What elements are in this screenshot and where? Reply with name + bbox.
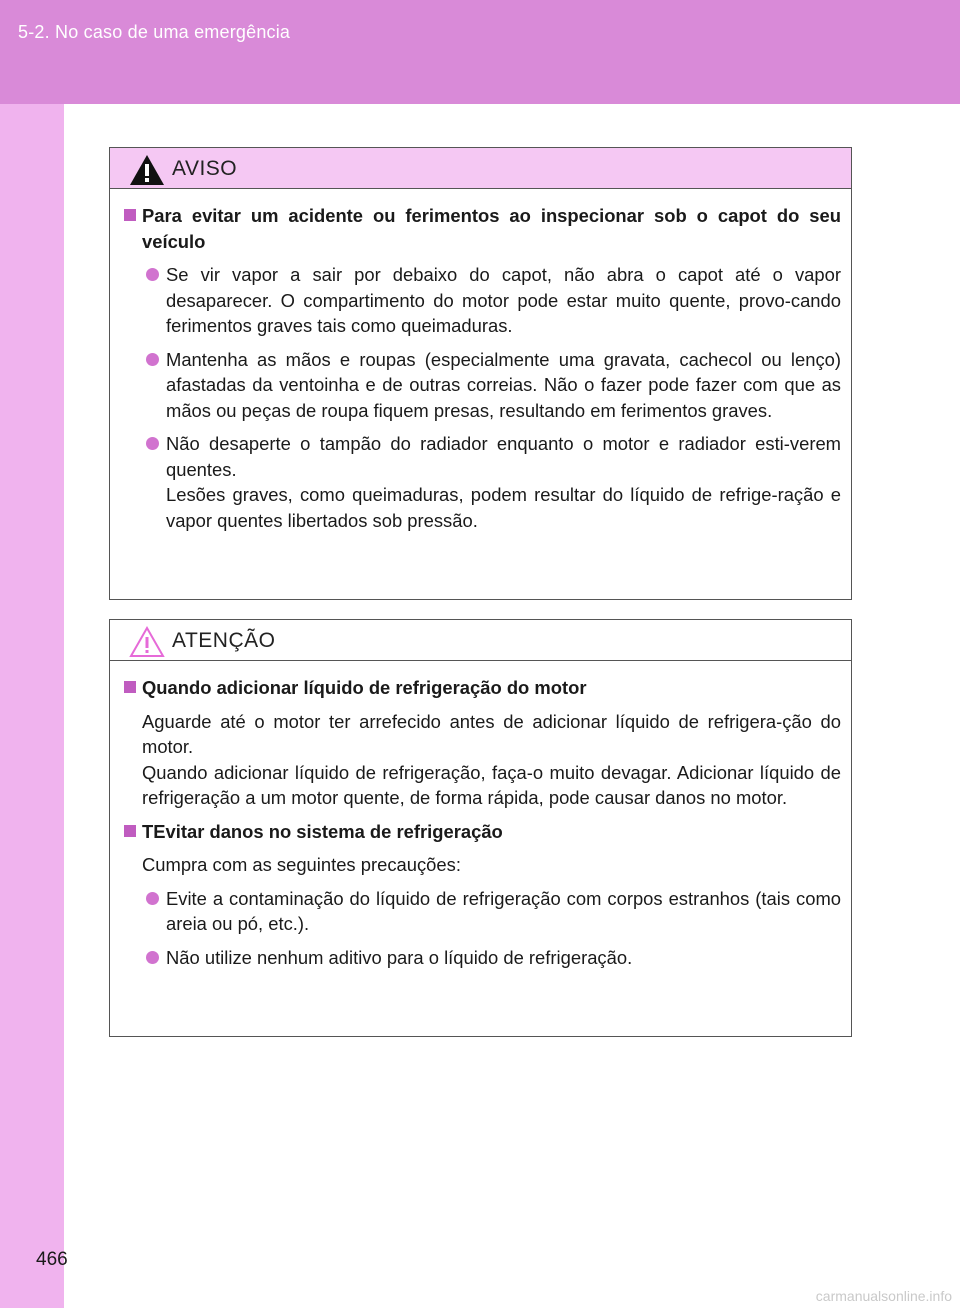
atencao-title: ATENÇÃO — [172, 629, 276, 652]
list-item-text: Não utilize nenhum aditivo para o líquido de refrigeração. — [166, 946, 633, 968]
paragraph-text: Cumpra com as seguintes precauções: — [142, 854, 461, 875]
page-number: 466 — [36, 1249, 68, 1270]
list-item — [120, 262, 841, 339]
warning-triangle-outline-icon — [128, 625, 166, 659]
top-header-band — [0, 0, 960, 104]
paragraph-text: Aguarde até o motor ter arrefecido antes de adicionar líquido de refrigera-ção do motor. — [142, 710, 841, 757]
aviso-header — [110, 148, 851, 189]
bullet-dot — [146, 268, 159, 281]
bullet-dot — [146, 892, 159, 905]
list-item — [120, 347, 841, 424]
aviso-box — [109, 147, 852, 600]
bullet-dot — [146, 353, 159, 366]
section-title: 5-2. No caso de uma emergência — [18, 22, 291, 42]
aviso-title: AVISO — [172, 157, 238, 180]
aviso-heading: Para evitar um acidente ou ferimentos ao inspecionar sob o capot do seu veículo — [120, 203, 841, 254]
side-margin-band — [0, 104, 64, 1308]
watermark: carmanualsonline.info — [815, 1288, 952, 1304]
list-item — [120, 945, 841, 971]
atencao-body — [110, 661, 851, 998]
list-item-text: Se vir vapor a sair por debaixo do capot, não abra o capot até o vapor desaparecer. O compartimento do motor pode estar muito quente, provo-cando ferimentos graves tais como queimaduras. — [166, 264, 841, 336]
list-item — [120, 431, 841, 533]
list-item-text: Evite a contaminação do líquido de refrigeração com corpos estranhos (tais como areia ou pó, etc.). — [166, 887, 841, 934]
atencao-heading-1: Quando adicionar líquido de refrigeração do motor — [120, 675, 841, 701]
list-item — [120, 886, 841, 937]
bullet-dot — [146, 437, 159, 450]
list-item-text: Não desaperte o tampão do radiador enquanto o motor e radiador esti-verem quentes. — [166, 433, 841, 480]
list-item-text: Lesões graves, como queimaduras, podem resultar do líquido de refrige-ração e vapor quentes libertados sob pressão. — [166, 484, 841, 531]
list-item-text: Mantenha as mãos e roupas (especialmente uma gravata, cachecol ou lenço) afastadas da ventoinha e de outras correias. Não o fazer pode fazer com que as mãos ou peças de roupa fiquem presas, resultando em ferimentos graves. — [166, 348, 841, 421]
aviso-body — [110, 189, 851, 561]
atencao-header — [110, 620, 851, 661]
paragraph-text: Quando adicionar líquido de refrigeração, faça-o muito devagar. Adicionar líquido de refrigeração a um motor quente, de forma rápida, pode causar danos no motor. — [142, 761, 841, 808]
warning-triangle-filled-icon — [128, 153, 166, 187]
atencao-box — [109, 619, 852, 1037]
atencao-paragraph — [120, 709, 841, 811]
bullet-dot — [146, 951, 159, 964]
atencao-heading-2: TEvitar danos no sistema de refrigeração — [120, 819, 841, 845]
